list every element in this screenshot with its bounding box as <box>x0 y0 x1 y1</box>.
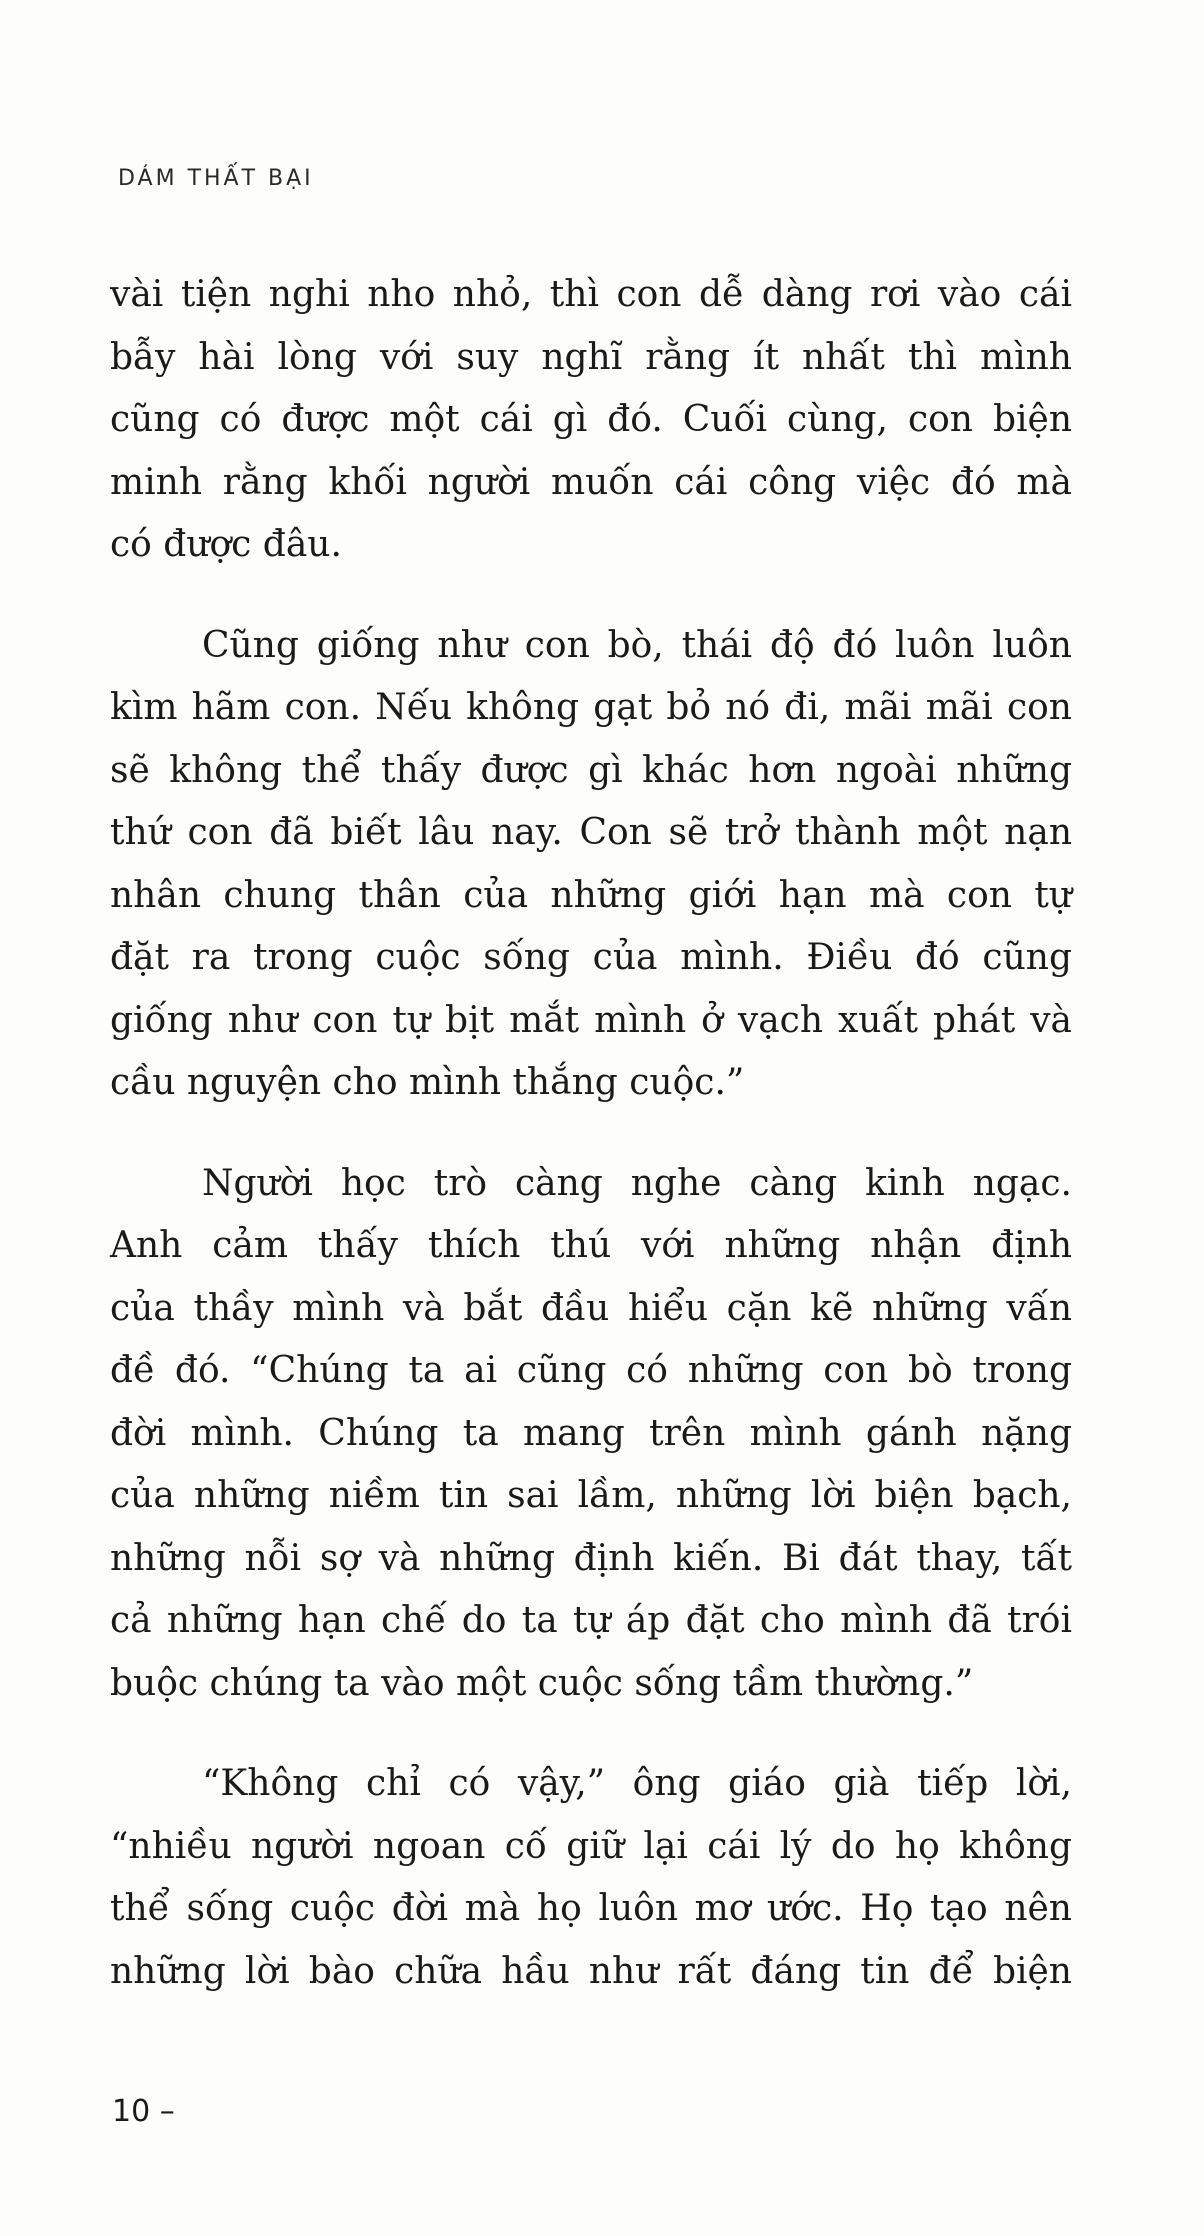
text-line: cả những hạn chế do ta tự áp đặt cho mình đã trói <box>110 1600 1072 1641</box>
text-line: Anh cảm thấy thích thú với những nhận định <box>110 1225 1072 1266</box>
text-line: cầu nguyện cho mình thắng cuộc.” <box>110 1062 745 1103</box>
text-line: kìm hãm con. Nếu không gạt bỏ nó đi, mãi mãi con <box>110 687 1072 728</box>
text-line: đặt ra trong cuộc sống của mình. Điều đó cũng <box>110 937 1072 978</box>
text-line: đời mình. Chúng ta mang trên mình gánh nặng <box>110 1412 1072 1454</box>
paragraph-3 <box>110 1153 1072 1716</box>
paragraph-spacer <box>110 1115 1072 1153</box>
text-line: sẽ không thể thấy được gì khác hơn ngoài những <box>110 749 1072 791</box>
paragraph-2 <box>110 615 1072 1115</box>
text-line: Người học trò càng nghe càng kinh ngạc. <box>202 1162 1072 1204</box>
text-line: vài tiện nghi nho nhỏ, thì con dễ dàng rơi vào cái <box>110 274 1072 315</box>
paragraph-spacer <box>110 1715 1072 1753</box>
text-line: những nỗi sợ và những định kiến. Bi đát thay, tất <box>110 1537 1072 1579</box>
text-line: giống như con tự bịt mắt mình ở vạch xuất phát và <box>110 999 1072 1041</box>
text-line: thể sống cuộc đời mà họ luôn mơ ước. Họ tạo nên <box>110 1888 1072 1929</box>
text-line: “nhiều người ngoan cố giữ lại cái lý do họ không <box>110 1825 1072 1867</box>
text-line: “Không chỉ có vậy,” ông giáo già tiếp lời, <box>202 1763 1072 1804</box>
paragraph-spacer <box>110 577 1072 615</box>
text-line: nhân chung thân của những giới hạn mà con tự <box>110 874 1072 916</box>
paragraph-4 <box>110 1753 1072 2003</box>
text-line: thứ con đã biết lâu nay. Con sẽ trở thành một nạn <box>110 812 1072 853</box>
text-line: cũng có được một cái gì đó. Cuối cùng, con biện <box>110 399 1072 440</box>
body-text <box>110 264 1072 2003</box>
text-line: của thầy mình và bắt đầu hiểu cặn kẽ những vấn <box>110 1287 1072 1329</box>
text-line: bẫy hài lòng với suy nghĩ rằng ít nhất thì mình <box>110 336 1072 378</box>
text-line: buộc chúng ta vào một cuộc sống tầm thường.” <box>110 1662 974 1704</box>
page-number: 10 – <box>112 2094 175 2129</box>
text-line: có được đâu. <box>110 524 342 565</box>
text-line: đề đó. “Chúng ta ai cũng có những con bò trong <box>110 1350 1072 1391</box>
text-line: Cũng giống như con bò, thái độ đó luôn luôn <box>202 624 1072 666</box>
text-line: những lời bào chữa hầu như rất đáng tin để biện <box>110 1950 1072 1992</box>
running-head: DÁM THẤT BẠI <box>118 166 314 191</box>
text-line: minh rằng khối người muốn cái công việc đó mà <box>110 461 1072 503</box>
paragraph-1 <box>110 264 1072 577</box>
text-line: của những niềm tin sai lầm, những lời biện bạch, <box>110 1475 1072 1516</box>
